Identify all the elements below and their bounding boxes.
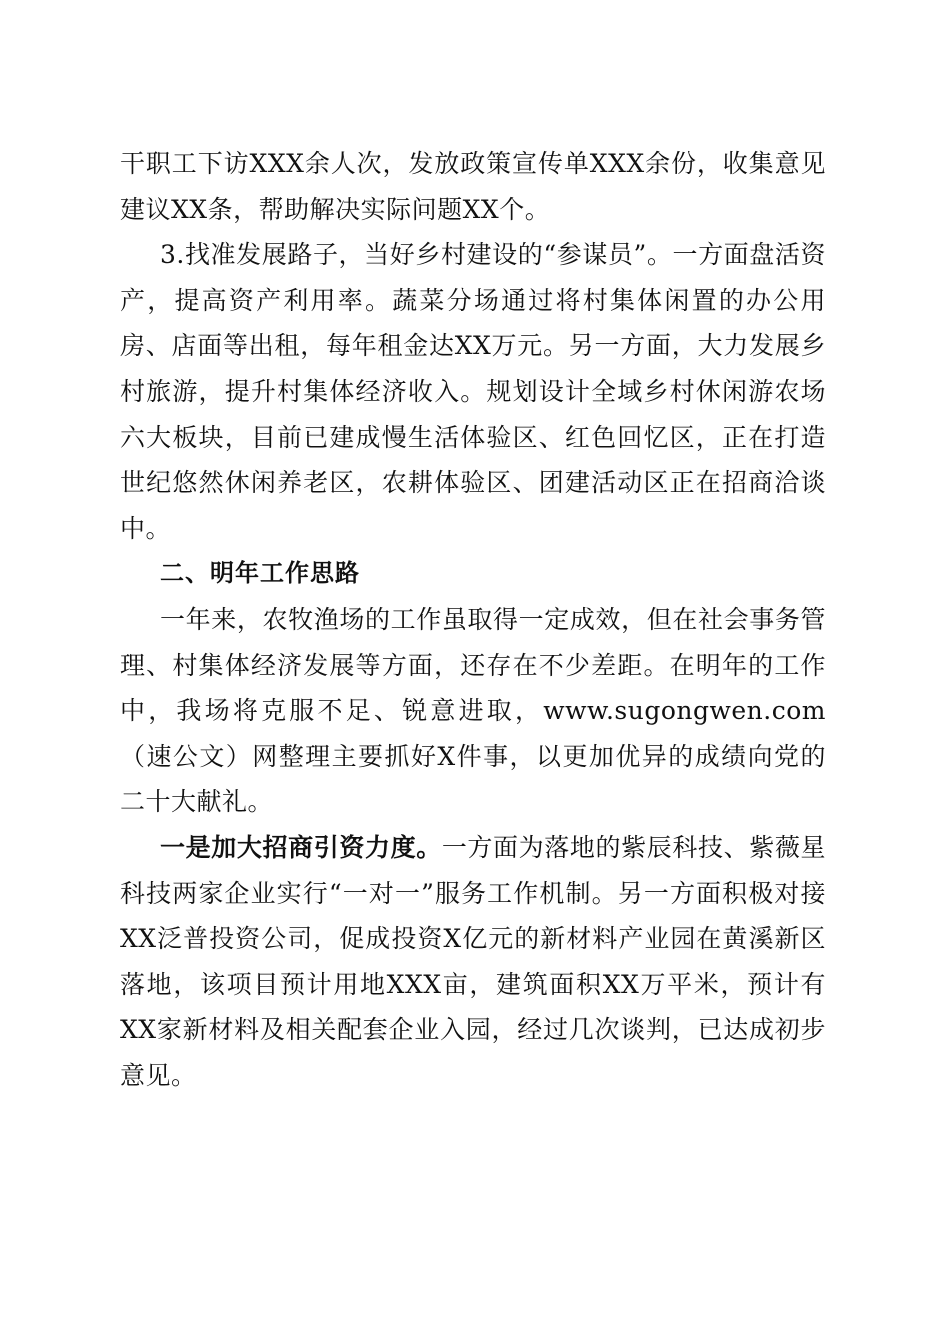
paragraph-point-1-text: 一方面为落地的紫辰科技、紫薇星科技两家企业实行“一对一”服务工作机制。另一方面积极对接XX泛普投资公司，促成投资X亿元的新材料产业园在黄溪新区落地，该项目预计用地XXX亩，建筑面积XX万平米，预计有XX家新材料及相关配套企业入园，经过几次谈判，已达成初步意见。 (120, 832, 826, 1090)
paragraph-continuation: 干职工下访XXX余人次，发放政策宣传单XXX余份，收集意见建议XX条，帮助解决实际问题XX个。 (120, 149, 826, 224)
paragraph-item-3: 3.找准发展路子，当好乡村建设的“参谋员”。一方面盘活资产，提高资产利用率。蔬菜分场通过将村集体闲置的办公用房、店面等出租，每年租金达XX万元。另一方面，大力发展乡村旅游，提升村集体经济收入。规划设计全域乡村休闲游农场六大板块，目前已建成慢生活体验区、红色回忆区，正在打造世纪悠然休闲养老区，农耕体验区、团建活动区正在招商洽谈中。 (120, 240, 826, 543)
document-body (120, 141, 826, 1098)
paragraph-intro: 一年来，农牧渔场的工作虽取得一定成效，但在社会事务管理、村集体经济发展等方面，还存在不少差距。在明年的工作中，我场将克服不足、锐意进取，www.sugongwen.com（速公文）网整理主要抓好X件事，以更加优异的成绩向党的二十大献礼。 (120, 604, 826, 817)
section-heading: 二、明年工作思路 (160, 559, 360, 588)
paragraph-point-1 (120, 825, 826, 1099)
paragraph-lead: 一是加大招商引资力度。 (160, 832, 442, 862)
